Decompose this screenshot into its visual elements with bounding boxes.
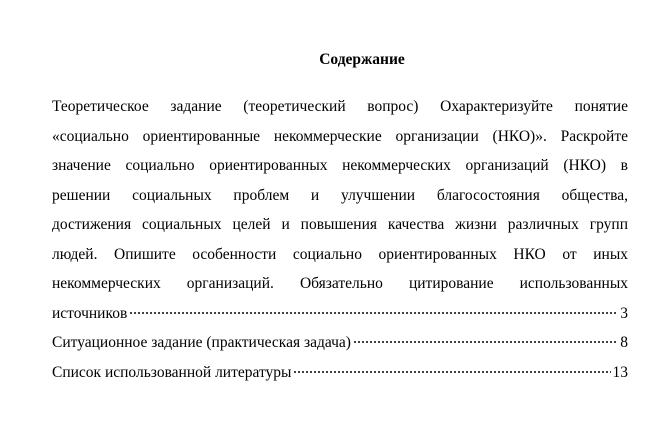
toc-leader-row [52, 299, 628, 329]
toc-entry-label: Список использованной литературы [52, 363, 292, 381]
dot-leader [129, 312, 618, 314]
toc-leader-row [52, 328, 628, 358]
toc-text-line: некоммерческих организаций. Обязательно цитирование использованных [52, 275, 628, 292]
toc-text-line: «социально ориентированные некоммерческие организации (НКО)». Раскройте [52, 127, 628, 145]
toc-page-number: 3 [620, 304, 628, 322]
toc-entry-label: Ситуационное задание (практическая задача) [52, 334, 351, 351]
toc-text-line: Теоретическое задание (теоретический вопрос) Охарактеризуйте понятие [52, 98, 628, 115]
toc-text-line: значение социально ориентированных некоммерческих организаций (НКО) в [52, 157, 628, 174]
toc-entry-practical[interactable] [52, 328, 628, 358]
toc-leader-row [52, 358, 628, 388]
toc-entry-references[interactable] [52, 358, 628, 388]
dot-leader [293, 371, 610, 373]
table-of-contents [52, 92, 628, 387]
toc-page-number: 8 [620, 334, 628, 351]
toc-text-line: достижения социальных целей и повышения качества жизни различных групп [52, 216, 628, 233]
dot-leader [353, 341, 618, 343]
toc-entry-theory-text [52, 92, 628, 299]
toc-text-line: решении социальных проблем и улучшении благосостояния общества, [52, 186, 628, 204]
toc-entry-theory[interactable] [52, 92, 628, 328]
toc-page-number: 13 [612, 363, 628, 381]
page-title: Содержание [319, 51, 405, 68]
toc-entry-label: источников [52, 304, 128, 322]
toc-text-line: людей. Опишите особенности социально ориентированных НКО от иных [52, 245, 628, 263]
